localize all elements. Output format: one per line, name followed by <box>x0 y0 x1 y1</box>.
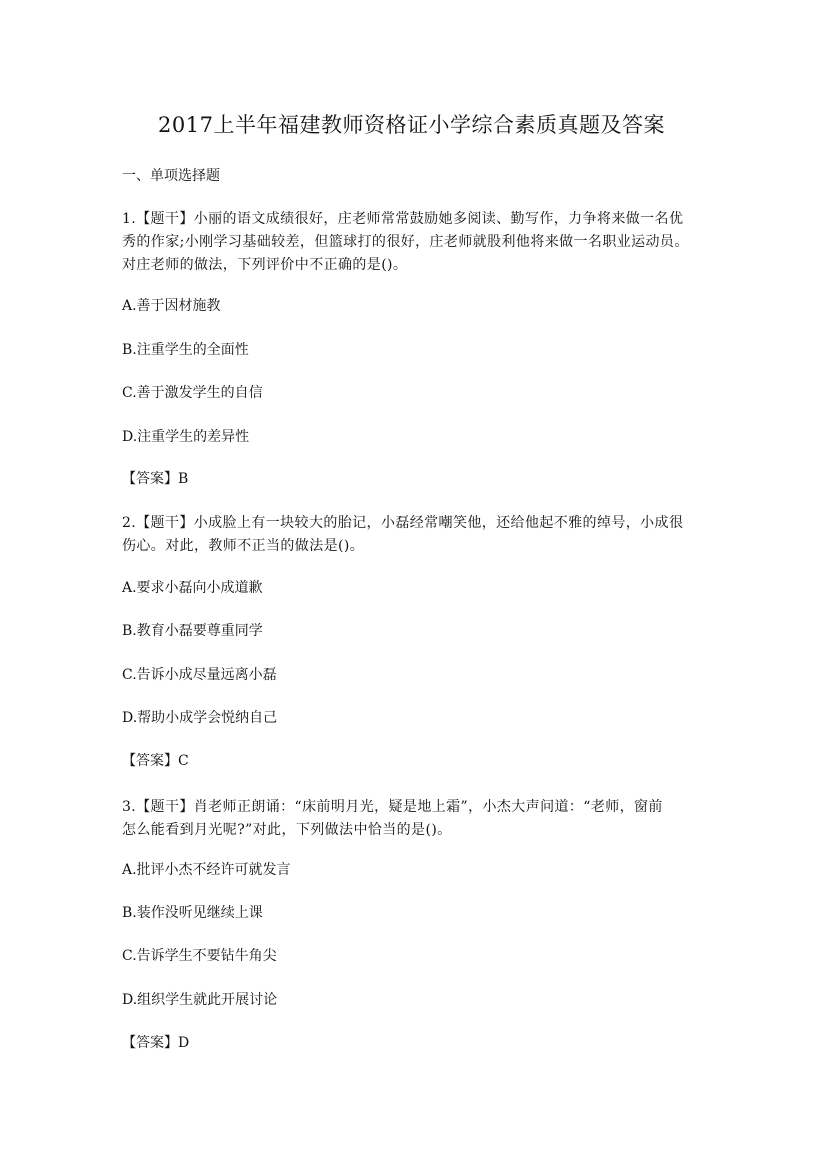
document-title: 2017上半年福建教师资格证小学综合素质真题及答案 <box>158 113 665 137</box>
question-stem-line: 1.【题干】小丽的语文成绩很好，庄老师常常鼓励她多阅读、勤写作，力争将来做一名优 <box>122 211 684 227</box>
answer: 【答案】B <box>122 471 189 487</box>
answer: 【答案】C <box>122 753 189 769</box>
question-stem-line: 3.【题干】肖老师正朗诵：“床前明月光，疑是地上霜”，小杰大声问道：“老师，窗前 <box>122 799 663 815</box>
option-c: C.告诉小成尽量远离小磊 <box>122 667 277 683</box>
question-stem-line: 秀的作家;小刚学习基础较差，但篮球打的很好，庄老师就股利他将来做一名职业运动员。 <box>122 234 689 250</box>
option-a: A.善于因材施教 <box>122 298 221 314</box>
option-b: B.注重学生的全面性 <box>122 342 249 358</box>
option-d: D.组织学生就此开展讨论 <box>122 992 278 1008</box>
question-stem-line: 2.【题干】小成脸上有一块较大的胎记，小磊经常嘲笑他，还给他起不雅的绰号，小成很 <box>122 515 684 531</box>
option-d: D.帮助小成学会悦纳自己 <box>122 710 278 726</box>
option-c: C.善于激发学生的自信 <box>122 385 263 401</box>
section-heading: 一、单项选择题 <box>122 168 220 184</box>
option-b: B.教育小磊要尊重同学 <box>122 623 263 639</box>
question-stem-line: 怎么能看到月光呢?”对此，下列做法中恰当的是()。 <box>122 822 452 838</box>
option-c: C.告诉学生不要钻牛角尖 <box>122 948 277 964</box>
option-d: D.注重学生的差异性 <box>122 429 250 445</box>
option-a: A.批评小杰不经许可就发言 <box>122 862 291 878</box>
question-stem-line: 对庄老师的做法，下列评价中不正确的是()。 <box>122 257 408 273</box>
question-stem-line: 伤心。对此，教师不正当的做法是()。 <box>122 538 365 554</box>
answer: 【答案】D <box>122 1035 190 1051</box>
option-b: B.装作没听见继续上课 <box>122 905 263 921</box>
option-a: A.要求小磊向小成道歉 <box>122 580 263 596</box>
